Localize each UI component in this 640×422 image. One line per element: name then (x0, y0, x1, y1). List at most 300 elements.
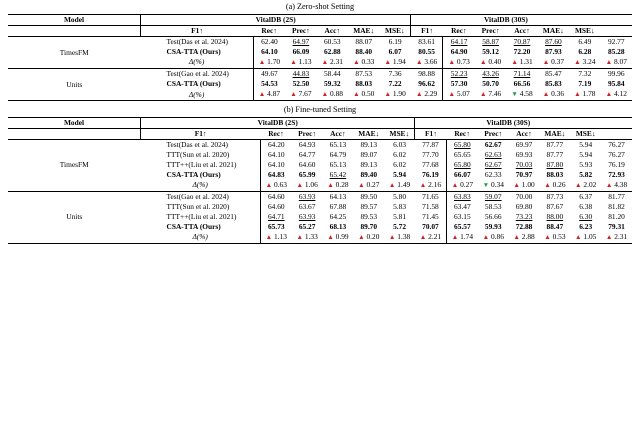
method-label: TTT(Sun et al. 2020) (166, 201, 230, 211)
delta-cell: ▲ 1.90 (384, 88, 406, 98)
metric-cell: 64.77 (298, 149, 316, 159)
delta-cell: ▲ 3.24 (574, 56, 596, 66)
metric-cell: 71.45 (422, 211, 439, 221)
metric-cell: 64.79 (329, 149, 347, 159)
metric-cell: 89.13 (360, 159, 378, 169)
arrow-up-icon: ▲ (327, 233, 334, 241)
model-label: TimesFM (59, 47, 89, 57)
metric-cell: 65.99 (298, 169, 316, 179)
metric-cell: 57.30 (443, 79, 475, 89)
metric-cell: 59.32 (323, 78, 341, 88)
metric-cell: 64.17 (443, 36, 475, 46)
metric-cell: 5.83 (393, 201, 407, 211)
arrow-down-icon: ▼ (511, 90, 518, 98)
delta-cell: ▲ 0.50 (353, 88, 375, 98)
arrow-up-icon: ▲ (265, 181, 273, 189)
metric-cell: 62.88 (323, 46, 341, 56)
metric-cell: 59.07 (484, 191, 502, 201)
metric-cell: 63.47 (446, 202, 477, 212)
delta-cell: ▲ 1.31 (511, 56, 533, 66)
delta-cell: ▲ 0.86 (482, 231, 504, 241)
method-label: CSA-TTA (Ours) (166, 221, 221, 231)
delta-cell: ▲ 3.66 (415, 56, 438, 66)
method-label: TTT++(Liu et al. 2021) (166, 159, 237, 169)
arrow-up-icon: ▲ (296, 233, 304, 241)
metric-cell: 65.65 (446, 150, 477, 160)
table-b-metric-mse-left: MSE↓ (389, 128, 410, 138)
table-b-group-30s: VitalDB (30S) (415, 117, 601, 128)
metric-cell: 52.23 (443, 68, 475, 78)
table-b-wrapper (0, 103, 640, 244)
arrow-up-icon: ▲ (605, 233, 613, 241)
arrow-up-icon: ▲ (321, 90, 329, 98)
delta-label: Δ(%) (188, 89, 205, 99)
metric-cell: 59.12 (482, 46, 499, 56)
arrow-up-icon: ▲ (448, 90, 455, 98)
delta-cell: ▲ 7.46 (479, 88, 502, 98)
arrow-up-icon: ▲ (511, 58, 518, 66)
metric-cell: 87.77 (546, 149, 564, 159)
metric-cell: 62.63 (484, 149, 502, 159)
metric-cell: 77.68 (422, 159, 439, 169)
delta-cell: ▲ 0.26 (544, 179, 566, 189)
table-b-body (8, 139, 632, 243)
method-label: Test(Das et al. 2024) (166, 37, 228, 46)
metric-cell: 88.40 (355, 46, 373, 56)
arrow-up-icon: ▲ (384, 90, 391, 98)
metric-cell: 58.44 (323, 69, 341, 79)
metric-cell: 7.36 (388, 69, 402, 79)
metric-cell: 65.57 (446, 222, 477, 232)
method-label: TTT(Sun et al. 2020) (166, 149, 230, 159)
metric-cell: 49.67 (253, 68, 285, 78)
metric-cell: 89.07 (360, 149, 378, 159)
delta-cell: ▲ 2.02 (575, 179, 597, 189)
metric-cell: 88.47 (546, 221, 564, 231)
metric-cell: 88.00 (546, 211, 564, 221)
arrow-up-icon: ▲ (542, 58, 550, 66)
table-a-metric-acc-right: Acc↑ (514, 26, 530, 36)
arrow-up-icon: ▲ (482, 233, 490, 241)
arrow-up-icon: ▲ (358, 233, 365, 241)
arrow-up-icon: ▲ (290, 90, 297, 98)
metric-cell: 5.80 (393, 191, 407, 201)
table-a-group-2s: VitalDB (2S) (141, 15, 411, 26)
delta-cell: ▲ 0.33 (353, 56, 375, 66)
metric-cell: 77.70 (422, 149, 439, 159)
delta-cell: ▲ 1.33 (296, 231, 318, 241)
method-label: CSA-TTA (Ours) (166, 169, 221, 179)
table-b-header-row-2 (8, 128, 632, 139)
table-b-metric-rec-left: Rec↑ (268, 128, 284, 138)
table-a-body (8, 36, 632, 100)
delta-cell: ▲ 1.94 (384, 56, 406, 66)
metric-cell: 5.94 (579, 149, 593, 159)
metric-cell: 6.49 (578, 37, 592, 46)
arrow-up-icon: ▲ (448, 58, 455, 66)
metric-cell: 65.13 (329, 159, 347, 169)
metric-cell: 63.15 (446, 212, 477, 222)
metric-cell: 52.50 (292, 78, 310, 88)
table-a-metric-f1-right: F1↑ (411, 25, 443, 36)
delta-cell: ▲ 2.29 (415, 88, 438, 98)
metric-cell: 77.87 (422, 139, 439, 149)
metric-cell: 56.66 (484, 211, 502, 221)
metric-cell: 67.88 (329, 201, 347, 211)
delta-cell: ▲ 0.27 (446, 180, 477, 192)
metric-cell: 85.83 (545, 78, 562, 88)
table-b-metric-mse-right: MSE↓ (575, 128, 596, 138)
metric-cell: 58.87 (482, 37, 499, 46)
metric-cell: 69.80 (515, 201, 533, 211)
metric-cell: 7.19 (578, 78, 592, 88)
table-a-wrapper (0, 0, 640, 101)
metric-cell: 65.27 (298, 221, 316, 231)
table-b-metric-mae-left: MAE↓ (358, 128, 380, 138)
delta-cell: ▲ 0.36 (542, 88, 565, 98)
metric-cell: 71.65 (422, 191, 439, 201)
table-b-caption: (b) Fine-tuned Setting (283, 104, 357, 114)
metric-cell: 89.50 (360, 191, 378, 201)
metric-cell: 81.77 (608, 191, 625, 201)
metric-cell: 65.42 (329, 169, 347, 179)
spacer (8, 128, 141, 139)
metric-cell: 5.72 (393, 221, 407, 231)
metric-cell: 62.67 (484, 139, 502, 149)
metric-cell: 81.82 (608, 201, 625, 211)
metric-cell: 80.55 (418, 46, 435, 56)
table-a-col-model: Model (63, 15, 85, 25)
metric-cell: 54.53 (253, 79, 285, 89)
table-a-metric-mse-right: MSE↓ (574, 26, 595, 36)
metric-cell: 76.19 (422, 169, 439, 179)
metric-cell: 72.20 (513, 46, 531, 56)
delta-cell: ▲ 1.70 (253, 57, 285, 69)
metric-cell: 6.19 (388, 37, 402, 46)
method-label: Test(Gao et al. 2024) (166, 191, 229, 201)
metric-cell: 65.73 (260, 222, 291, 232)
delta-cell: ▲ 4.12 (605, 88, 627, 98)
arrow-up-icon: ▲ (296, 181, 304, 189)
table-a-caption: (a) Zero-shot Setting (285, 2, 355, 11)
metric-cell: 6.07 (388, 46, 402, 56)
table-a-metric-rec-right: Rec↑ (451, 26, 467, 36)
metric-cell: 89.53 (360, 211, 378, 221)
table-b-group-2s: VitalDB (2S) (141, 117, 415, 128)
metric-cell: 43.26 (482, 69, 499, 79)
metric-cell: 79.31 (608, 221, 625, 231)
metric-cell: 6.37 (579, 191, 593, 201)
metric-cell: 89.40 (360, 169, 378, 179)
metric-cell: 83.61 (418, 37, 435, 46)
arrow-up-icon: ▲ (327, 181, 334, 189)
metric-cell: 89.57 (360, 201, 378, 211)
metric-cell: 72.93 (608, 169, 625, 179)
metric-cell: 66.07 (446, 170, 477, 180)
metric-cell: 64.60 (298, 159, 316, 169)
table-b-metric-acc-right: Acc↑ (516, 128, 532, 138)
delta-cell: ▲ 1.00 (513, 179, 535, 189)
metric-cell: 87.53 (355, 69, 373, 79)
metric-cell: 96.62 (418, 78, 435, 88)
arrow-up-icon: ▲ (258, 58, 266, 66)
metric-cell: 5.94 (579, 139, 593, 149)
metric-cell: 64.71 (260, 212, 291, 222)
table-b-metric-acc-left: Acc↑ (330, 128, 346, 138)
metric-cell: 64.60 (260, 191, 291, 201)
metric-cell: 62.33 (484, 169, 502, 179)
metric-cell: 63.93 (298, 191, 316, 201)
metric-cell: 6.23 (579, 221, 593, 231)
metric-cell: 64.90 (443, 47, 475, 57)
metric-cell: 64.83 (260, 170, 291, 180)
metric-cell: 87.77 (546, 139, 564, 149)
delta-cell: ▲ 0.28 (327, 179, 349, 189)
table-row (8, 139, 632, 149)
metric-cell: 62.40 (253, 36, 285, 46)
metric-cell: 6.28 (578, 46, 592, 56)
metric-cell: 6.03 (393, 139, 407, 149)
metric-cell: 71.58 (422, 201, 439, 211)
delta-cell: ▲ 0.20 (358, 231, 380, 241)
metric-cell: 70.87 (513, 37, 531, 46)
metric-cell: 64.97 (292, 37, 310, 46)
method-label: TTT++(Liu et al. 2021) (166, 211, 237, 221)
arrow-up-icon: ▲ (575, 181, 582, 189)
delta-cell: ▲ 8.07 (605, 56, 627, 66)
delta-cell: ▲ 1.13 (290, 56, 312, 66)
delta-cell: ▲ 1.06 (296, 179, 318, 189)
arrow-up-icon: ▲ (479, 90, 487, 98)
arrow-up-icon: ▲ (513, 181, 520, 189)
metric-cell: 64.60 (260, 202, 291, 212)
table-a-header-row-2 (8, 25, 632, 36)
arrow-up-icon: ▲ (415, 90, 423, 98)
delta-label: Δ(%) (192, 232, 208, 242)
metric-cell: 63.93 (298, 211, 316, 221)
delta-cell: ▲ 1.38 (388, 231, 411, 241)
table-b-metric-f1-right: F1↑ (415, 128, 446, 139)
metric-cell: 64.10 (260, 160, 291, 170)
table-b-metric-prec-left: Prec↑ (298, 128, 317, 138)
metric-cell: 65.13 (329, 139, 347, 149)
delta-cell: ▲ 0.73 (443, 57, 475, 69)
delta-cell: ▲ 1.13 (260, 232, 291, 244)
metric-cell: 50.70 (482, 78, 499, 88)
metric-cell: 73.23 (515, 211, 533, 221)
arrow-up-icon: ▲ (575, 233, 582, 241)
metric-cell: 88.03 (355, 78, 373, 88)
metric-cell: 72.88 (515, 221, 533, 231)
arrow-up-icon: ▲ (451, 233, 459, 241)
table-row (8, 68, 632, 78)
metric-cell: 65.80 (446, 160, 477, 170)
delta-cell: ▲ 4.38 (605, 179, 628, 189)
table-a (8, 14, 632, 101)
metric-cell: 63.83 (446, 191, 477, 201)
arrow-up-icon: ▲ (605, 58, 613, 66)
metric-cell: 69.97 (515, 139, 533, 149)
metric-cell: 89.13 (360, 139, 378, 149)
delta-cell: ▲ 7.67 (290, 88, 312, 98)
delta-cell: ▲ 1.49 (388, 179, 411, 189)
delta-cell: ▲ 0.99 (327, 231, 349, 241)
arrow-up-icon: ▲ (419, 233, 427, 241)
method-label: Test(Gao et al. 2024) (166, 69, 229, 79)
arrow-up-icon: ▲ (353, 90, 360, 98)
metric-cell: 98.88 (418, 69, 435, 79)
metric-cell: 81.20 (608, 211, 625, 221)
arrow-up-icon: ▲ (574, 58, 581, 66)
metric-cell: 70.07 (422, 221, 439, 231)
delta-cell: ▲ 1.05 (575, 231, 597, 241)
arrow-up-icon: ▲ (388, 181, 396, 189)
spacer (8, 25, 141, 36)
arrow-up-icon: ▲ (290, 58, 297, 66)
delta-cell: ▲ 0.88 (321, 88, 343, 98)
delta-cell: ▲ 2.31 (605, 231, 628, 241)
arrow-up-icon: ▲ (358, 181, 365, 189)
metric-cell: 87.60 (545, 37, 562, 46)
arrow-up-icon: ▲ (265, 233, 273, 241)
arrow-up-icon: ▲ (451, 181, 459, 189)
metric-cell: 76.19 (608, 159, 625, 169)
metric-cell: 71.14 (513, 69, 531, 79)
metric-cell: 64.25 (329, 211, 347, 221)
arrow-up-icon: ▲ (544, 181, 551, 189)
metric-cell: 70.97 (515, 169, 533, 179)
table-b-metric-f1-left: F1↑ (141, 128, 261, 139)
arrow-up-icon: ▲ (542, 90, 550, 98)
metric-cell: 64.20 (260, 139, 291, 149)
metric-cell: 44.83 (292, 69, 310, 79)
metric-cell: 64.10 (260, 150, 291, 160)
delta-cell: ▼ 0.34 (482, 179, 504, 189)
metric-cell: 87.93 (545, 46, 562, 56)
delta-cell: ▲ 2.16 (419, 179, 442, 189)
table-b-metric-rec-right: Rec↑ (454, 128, 470, 138)
arrow-up-icon: ▲ (605, 181, 613, 189)
delta-cell: ▲ 0.63 (260, 180, 291, 192)
metric-cell: 68.13 (329, 221, 347, 231)
metric-cell: 89.70 (360, 221, 378, 231)
table-b-metric-mae-right: MAE↓ (544, 128, 566, 138)
metric-cell: 65.80 (446, 139, 477, 149)
table-b-metric-prec-right: Prec↑ (484, 128, 503, 138)
metric-cell: 6.38 (579, 201, 593, 211)
metric-cell: 66.56 (513, 78, 531, 88)
metric-cell: 5.94 (393, 169, 407, 179)
delta-cell: ▼ 4.58 (511, 88, 533, 98)
table-a-metric-acc-left: Acc↑ (324, 26, 341, 36)
metric-cell: 87.80 (546, 159, 564, 169)
delta-cell: ▲ 1.74 (446, 232, 477, 244)
metric-cell: 88.07 (355, 37, 373, 46)
arrow-up-icon: ▲ (574, 90, 581, 98)
table-a-metric-f1-left: F1↑ (141, 25, 254, 36)
metric-cell: 6.30 (579, 211, 593, 221)
metric-cell: 87.73 (546, 191, 564, 201)
table-a-metric-rec-left: Rec↑ (261, 26, 277, 36)
method-label: Test(Das et al. 2024) (166, 139, 228, 149)
metric-cell: 59.93 (484, 221, 502, 231)
method-label: CSA-TTA (Ours) (166, 78, 221, 88)
model-label: Units (66, 212, 83, 222)
metric-cell: 6.02 (393, 149, 407, 159)
arrow-up-icon: ▲ (321, 58, 329, 66)
table-row (8, 191, 632, 201)
metric-cell: 5.82 (579, 169, 593, 179)
arrow-down-icon: ▼ (482, 181, 490, 189)
table-b-col-model: Model (63, 118, 85, 128)
delta-label: Δ(%) (188, 57, 205, 67)
arrow-up-icon: ▲ (415, 58, 423, 66)
metric-cell: 5.93 (579, 159, 593, 169)
metric-cell: 62.67 (484, 159, 502, 169)
metric-cell: 64.93 (298, 139, 316, 149)
metric-cell: 69.93 (515, 149, 533, 159)
delta-cell: ▲ 4.87 (253, 89, 285, 101)
arrow-up-icon: ▲ (479, 58, 487, 66)
arrow-up-icon: ▲ (353, 58, 360, 66)
arrow-up-icon: ▲ (384, 58, 391, 66)
table-b (8, 117, 632, 244)
method-label: CSA-TTA (Ours) (166, 46, 221, 56)
table-b-header-row-1 (8, 117, 632, 128)
metric-cell: 60.53 (323, 37, 341, 46)
delta-cell: ▲ 0.37 (542, 56, 565, 66)
model-label: Units (66, 79, 83, 89)
metric-cell: 76.27 (608, 139, 625, 149)
metric-cell: 6.02 (393, 159, 407, 169)
delta-cell: ▲ 0.53 (544, 231, 566, 241)
table-a-group-30s: VitalDB (30S) (411, 15, 601, 26)
delta-cell: ▲ 1.78 (574, 88, 596, 98)
arrow-up-icon: ▲ (544, 233, 551, 241)
table-a-metric-mse-left: MSE↓ (385, 26, 405, 36)
table-row (8, 36, 632, 46)
metric-cell: 7.22 (388, 78, 402, 88)
metric-cell: 63.67 (298, 201, 316, 211)
metric-cell: 76.27 (608, 149, 625, 159)
delta-cell: ▲ 0.40 (479, 56, 502, 66)
delta-cell: ▲ 2.31 (321, 56, 343, 66)
table-a-metric-prec-left: Prec↑ (291, 26, 310, 36)
metric-cell: 87.67 (546, 201, 564, 211)
arrow-up-icon: ▲ (258, 90, 266, 98)
table-a-metric-mae-right: MAE↓ (542, 26, 564, 36)
metric-cell: 70.00 (515, 191, 533, 201)
arrow-up-icon: ▲ (388, 233, 396, 241)
metric-cell: 5.81 (393, 211, 407, 221)
table-a-metric-mae-left: MAE↓ (353, 26, 375, 36)
delta-label: Δ(%) (192, 180, 208, 190)
metric-cell: 95.84 (607, 78, 625, 88)
table-a-header-row-1 (8, 15, 632, 26)
arrow-up-icon: ▲ (513, 233, 520, 241)
metric-cell: 85.28 (607, 46, 625, 56)
metric-cell: 58.53 (484, 201, 502, 211)
metric-cell: 7.32 (578, 69, 592, 79)
metric-cell: 66.09 (292, 46, 310, 56)
metric-cell: 70.03 (515, 159, 533, 169)
table-a-metric-prec-right: Prec↑ (481, 26, 500, 36)
metric-cell: 64.10 (253, 47, 285, 57)
delta-cell: ▲ 5.07 (443, 89, 475, 101)
arrow-up-icon: ▲ (419, 181, 427, 189)
metric-cell: 88.03 (546, 169, 564, 179)
delta-cell: ▲ 0.27 (358, 179, 380, 189)
